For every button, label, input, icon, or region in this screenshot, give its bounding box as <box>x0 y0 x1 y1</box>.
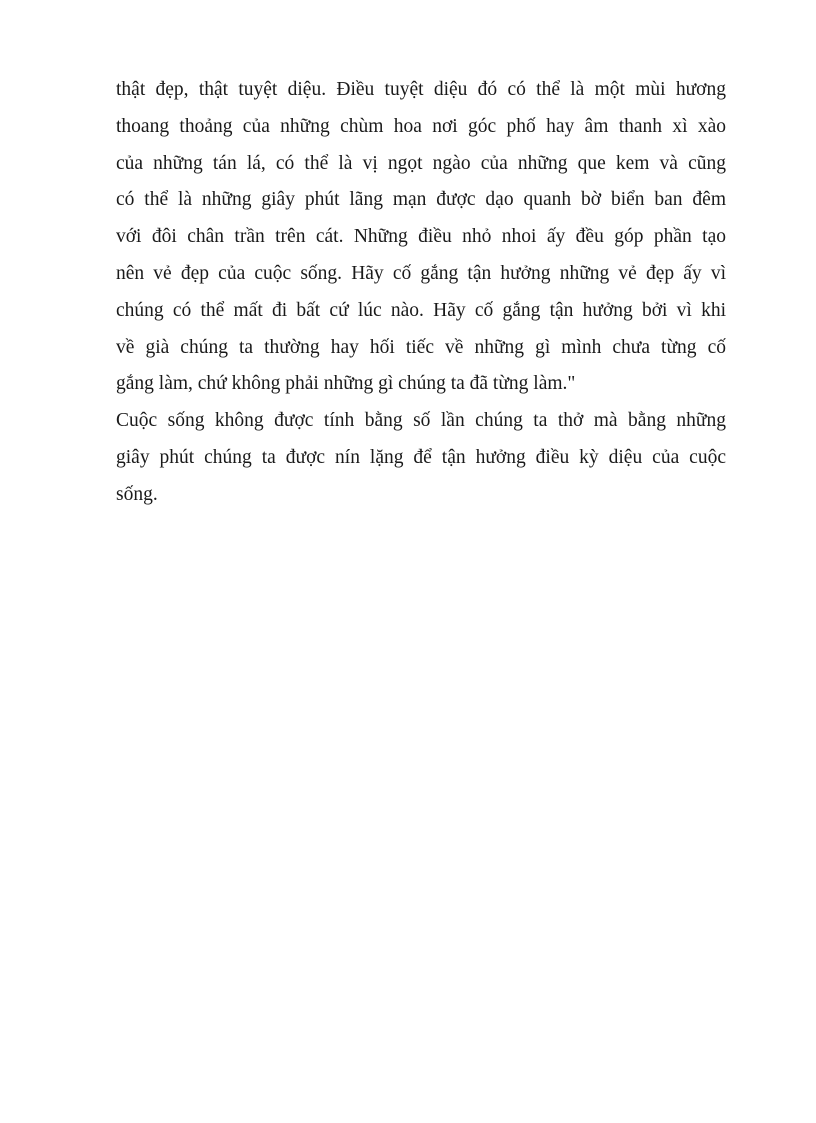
text-line: sống. <box>116 483 158 505</box>
text-line: về già chúng ta thường hay hối tiếc về những gì mình chưa từng cố <box>116 336 726 358</box>
text-line: Cuộc sống không được tính bằng số lần chúng ta thở mà bằng những <box>116 410 726 432</box>
text-line: thoang thoảng của những chùm hoa nơi góc phố hay âm thanh xì xào <box>116 115 726 137</box>
text-line: với đôi chân trần trên cát. Những điều nhỏ nhoi ấy đều góp phần tạo <box>116 226 726 248</box>
text-line: chúng có thể mất đi bất cứ lúc nào. Hãy cố gắng tận hưởng bởi vì khi <box>116 299 726 321</box>
text-line: thật đẹp, thật tuyệt diệu. Điều tuyệt diệu đó có thể là một mùi hương <box>116 79 726 100</box>
text-line: nên vẻ đẹp của cuộc sống. Hãy cố gắng tận hưởng những vẻ đẹp ấy vì <box>116 262 726 284</box>
text-line: có thể là những giây phút lãng mạn được dạo quanh bờ biển ban đêm <box>116 189 726 211</box>
text-line: gắng làm, chứ không phải những gì chúng ta đã từng làm." <box>116 373 576 395</box>
text-line: của những tán lá, có thể là vị ngọt ngào của những que kem và cũng <box>116 152 726 174</box>
text-line: giây phút chúng ta được nín lặng để tận hưởng điều kỳ diệu của cuộc <box>116 446 726 468</box>
body-text <box>116 72 726 514</box>
